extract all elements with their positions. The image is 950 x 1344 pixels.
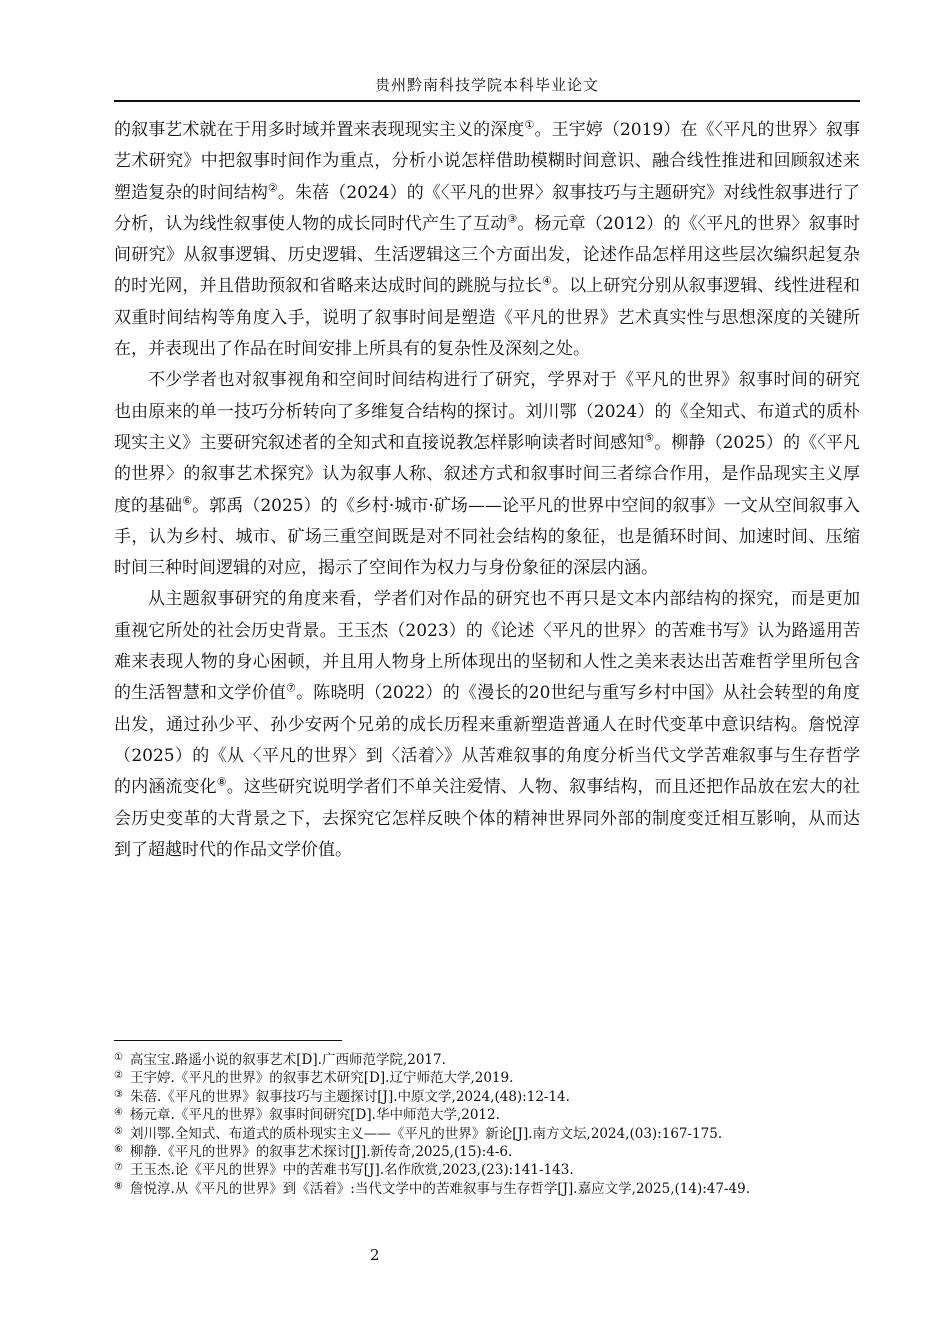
footnote-item: [114, 1161, 860, 1179]
footnote-mark: ⑤: [114, 1125, 123, 1137]
footnote-text: 高宝宝.路遥小说的叙事艺术[D].广西师范学院,2017.: [130, 1052, 446, 1068]
footnote-reference: ③: [507, 212, 518, 226]
footnote-item: [114, 1106, 860, 1124]
paragraph-text: 的叙事艺术就在于用多时域并置来表现现实主义的深度: [114, 120, 525, 140]
footnote-mark: ②: [114, 1070, 123, 1082]
footnote-reference: ⑦: [286, 681, 297, 695]
footnote-reference: ⑤: [644, 431, 655, 445]
paragraph-text: 。以上研究分别从叙事逻辑、线性进程和双重时间结构等角度入手，说明了叙事时间是塑造《平凡的世界》艺术真实性与思想深度的关键所在，并表现出了作品在时间安排上所具有的复杂性及深刻之处。: [114, 276, 860, 360]
footnote-mark: ①: [114, 1052, 123, 1063]
paragraph-text: 。这些研究说明学者们不单关注爱情、人物、叙事结构，而且还把作品放在宏大的社会历史变革的大背景之下，去探究它怎样反映个体的精神世界同外部的制度变迁相互影响，从而达到了超越时代的作品文学价值。: [114, 777, 860, 860]
footnote-text: 刘川鄂.全知式、布道式的质朴现实主义——《平凡的世界》新论[J].南方文坛,2024,(03):167-175.: [130, 1125, 723, 1142]
paragraph-text: 。郭禹（2025）的《乡村·城市·矿场——论平凡的世界中空间的叙事》一文从空间叙事入手，认为乡村、城市、矿场三重空间既是对不同社会结构的象征，也是循环时间、加速时间、压缩时间三种时间逻辑的对应，揭示了空间作为权力与身份象征的深层内涵。: [114, 495, 860, 579]
footnote-item: [114, 1051, 860, 1069]
footnote-reference: ⑧: [216, 775, 227, 789]
footnote-item: [114, 1125, 860, 1143]
footnote-mark: ⑧: [114, 1180, 123, 1192]
paragraph: [114, 584, 860, 866]
paragraph-text: 。杨元章（2012）的《〈平凡的世界〉叙事时间研究》从叙事逻辑、历史逻辑、生活逻辑这三个方面出发，论述作品怎样用这些层次编织起复杂的时光网，并且借助预叙和省略来达成时间的跳脱与拉长: [114, 213, 860, 297]
footnote-item: [114, 1180, 860, 1198]
page-number: 2: [370, 1246, 380, 1264]
footnote-reference: ⑥: [182, 493, 193, 507]
paragraph-text: 不少学者也对叙事视角和空间时间结构进行了研究，学界对于《平凡的世界》叙事时间的研究也由原来的单一技巧分析转向了多维复合结构的探讨。刘川鄂（2024）的《全知式、布道式的质朴现实主义》主要研究叙述者的全知式和直接说教怎样影响读者时间感知: [114, 370, 860, 453]
footnote-separator: [114, 1040, 342, 1041]
footnote-text: 王玉杰.论《平凡的世界》中的苦难书写[J].名作欣赏,2023,(23):141-143.: [130, 1162, 574, 1179]
footnote-text: 朱蓓.《平凡的世界》叙事技巧与主题探讨[J].中原文学,2024,(48):12-14.: [130, 1088, 570, 1105]
paragraph: [114, 115, 860, 365]
footnotes: [114, 1051, 860, 1198]
paragraph-text: 从主题叙事研究的角度来看，学者们对作品的研究也不再只是文本内部结构的探究，而是更加重视它所处的社会历史背景。王玉杰（2023）的《论述〈平凡的世界〉的苦难书写》认为路遥用苦难来表现人物的身心困顿，并且用人物身上所体现出的坚韧和人性之美来表达出苦难哲学里所包含的生活智慧和文学价值: [114, 589, 860, 704]
body-text: [114, 115, 860, 866]
footnote-mark: ⑥: [114, 1144, 123, 1156]
footnote-text: 王宇婷.《平凡的世界》的叙事艺术研究[D].辽宁师范大学,2019.: [130, 1070, 514, 1087]
footnote-reference: ④: [541, 274, 552, 288]
footnote-mark: ④: [114, 1107, 123, 1119]
header-rule: [114, 100, 860, 102]
footnote-item: [114, 1069, 860, 1087]
paragraph-text: 。王宇婷（2019）在《〈平凡的世界〉叙事艺术研究》中把叙事时间作为重点，分析小说怎样借助模糊时间意识、融合线性推进和回顾叙述来塑造复杂的时间结构: [114, 120, 860, 203]
footnote-reference: ②: [267, 180, 278, 194]
paragraph-text: 。陈晓明（2022）的《漫长的20世纪与重写乡村中国》从社会转型的角度出发，通过孙少平、孙少安两个兄弟的成长历程来重新塑造普通人在时代变革中意识结构。詹悦淳（2025）的《从〈平凡的世界〉到〈活着〉》从苦难叙事的角度分析当代文学苦难叙事与生存哲学的内涵流变化: [114, 683, 860, 798]
footnote-text: 柳静.《平凡的世界》的叙事艺术探讨[J].新传奇,2025,(15):4-6.: [130, 1144, 513, 1161]
footnote-reference: ①: [524, 118, 535, 132]
footnote-item: [114, 1088, 860, 1106]
running-header: 贵州黔南科技学院本科毕业论文: [374, 76, 599, 94]
footnote-text: 詹悦淳.从《平凡的世界》到《活着》:当代文学中的苦难叙事与生存哲学[J].嘉应文学,2025,(14):47-49.: [130, 1180, 750, 1197]
footnote-text: 杨元章.《平凡的世界》叙事时间研究[D].华中师范大学,2012.: [130, 1107, 500, 1124]
footnote-item: [114, 1143, 860, 1161]
footnote-mark: ⑦: [114, 1162, 123, 1174]
paragraph: [114, 365, 860, 584]
paragraph-text: 。朱蓓（2024）的《〈平凡的世界〉叙事技巧与主题研究》对线性叙事进行了分析，认为线性叙事使人物的成长同时代产生了互动: [114, 182, 860, 234]
footnote-mark: ③: [114, 1088, 123, 1100]
paragraph-text: 。柳静（2025）的《〈平凡的世界〉的叙事艺术探究》认为叙事人称、叙述方式和叙事时间三者综合作用，是作品现实主义厚度的基础: [114, 432, 860, 516]
